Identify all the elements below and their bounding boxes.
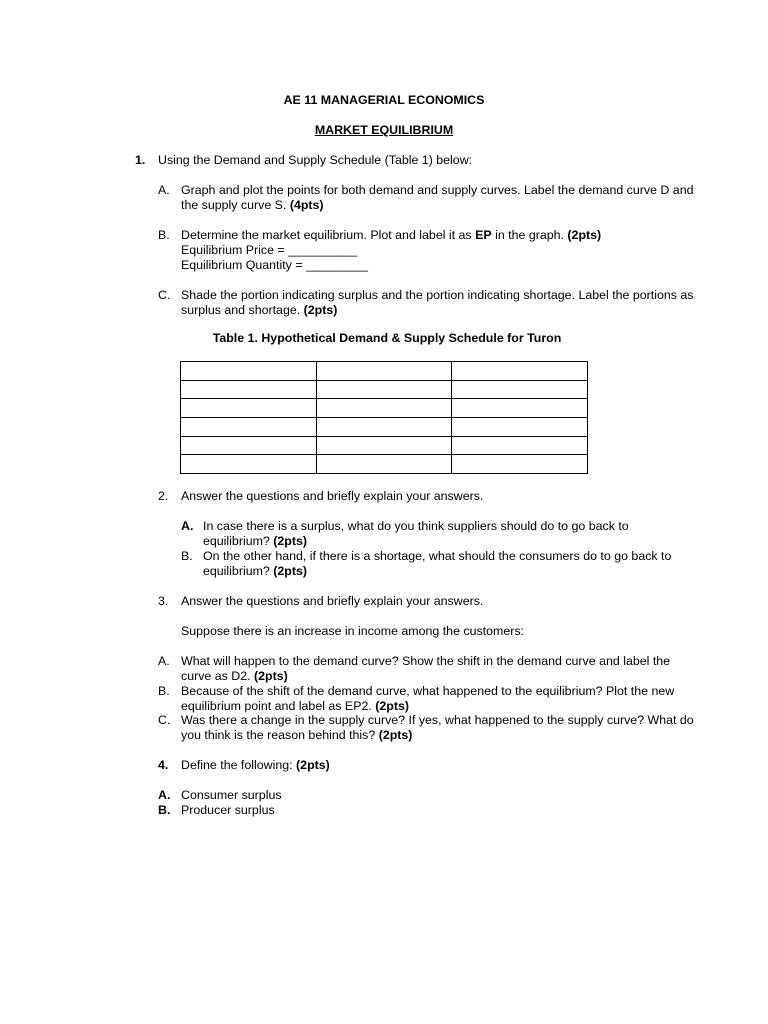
q1b-line1: Determine the market equilibrium. Plot and label it as EP in the graph. (2pts) [181,228,602,242]
q3-prompt: Answer the questions and briefly explain your answers. [181,594,484,608]
q2b-text [203,549,703,579]
table-row [181,380,588,399]
q2b-letter: B. [181,549,193,563]
q1b-letter: B. [158,228,170,242]
q3b-line2: equilibrium point and label as EP2. (2pts) [181,699,409,713]
q4a-text: Consumer surplus [181,788,282,802]
table-cell [181,417,317,436]
table-cell [181,455,317,474]
q3b-letter: B. [158,684,170,698]
q3c-line2: you think is the reason behind this? (2pts) [181,728,413,742]
q2b-line1: On the other hand, if there is a shortage, what should the consumers do to go back to [203,549,672,563]
q1c-line2: surplus and shortage. (2pts) [181,303,338,317]
q1a-points: (4pts) [289,198,324,212]
q2a-letter: A. [181,519,194,533]
table-cell [452,417,588,436]
topic-title: MARKET EQUILIBRIUM [314,123,454,137]
table-cell [181,380,317,399]
q1-prompt: Using the Demand and Supply Schedule (Table 1) below: [158,153,473,167]
q3a-line1: What will happen to the demand curve? Show the shift in the demand curve and label the [181,654,671,668]
table-row [181,362,588,381]
q1b-equilibrium-quantity: Equilibrium Quantity = _________ [181,258,369,272]
q4b-letter: B. [158,803,171,817]
table-row [181,417,588,436]
q4-prompt: Define the following: (2pts) [181,758,330,772]
table-cell [316,436,452,455]
course-title: AE 11 MANAGERIAL ECONOMICS [283,93,485,107]
q3a-letter: A. [158,654,170,668]
table-cell [181,436,317,455]
table-cell [181,362,317,381]
table-cell [452,362,588,381]
q3b-points: (2pts) [375,699,409,713]
q1a-letter: A. [158,183,170,197]
table-cell [181,399,317,418]
q3c-line1: Was there a change in the supply curve? If yes, what happened to the supply curve? What do [181,713,694,727]
q2a-points: (2pts) [273,534,307,548]
q4-number: 4. [158,758,169,772]
q1c-points: (2pts) [303,303,338,317]
q3-number: 3. [158,594,169,608]
table-cell [316,399,452,418]
q2-number: 2. [158,489,169,503]
q4b-text: Producer surplus [181,803,275,817]
q3b-text [181,684,711,714]
q2a-line2: equilibrium? (2pts) [203,534,307,548]
q2-prompt: Answer the questions and briefly explain your answers. [181,489,484,503]
q3c-letter: C. [158,713,171,727]
table-cell [452,399,588,418]
table-cell [316,455,452,474]
q1c-text [181,288,711,318]
q1a-text [181,183,711,213]
q1b-text [181,228,711,273]
q2b-line2: equilibrium? (2pts) [203,564,307,578]
table-cell [316,362,452,381]
q1a-line2: the supply curve S. (4pts) [181,198,324,212]
q3a-line2: curve as D2. (2pts) [181,669,288,683]
q4a-letter: A. [158,788,171,802]
q3c-text [181,713,711,743]
table-row [181,399,588,418]
q1b-equilibrium-price: Equilibrium Price = __________ [181,243,357,257]
q1b-points: (2pts) [567,228,602,242]
q3b-line1: Because of the shift of the demand curve, what happened to the equilibrium? Plot the new [181,684,675,698]
q3-scenario: Suppose there is an increase in income among the customers: [181,624,524,638]
table-cell [452,455,588,474]
q1c-line1: Shade the portion indicating surplus and the portion indicating shortage. Label the portions as [181,288,694,302]
q1-number: 1. [135,153,146,167]
q2b-points: (2pts) [273,564,307,578]
table-caption: Table 1. Hypothetical Demand & Supply Schedule for Turon [212,331,562,345]
q1c-letter: C. [158,288,171,302]
q2a-text [203,519,703,549]
table-cell [452,380,588,399]
q3a-text [181,654,711,684]
q1a-line1: Graph and plot the points for both demand and supply curves. Label the demand curve D and [181,183,694,197]
table-row [181,436,588,455]
q4-points: (2pts) [296,758,330,772]
q3a-points: (2pts) [254,669,288,683]
table-cell [452,436,588,455]
q3c-points: (2pts) [378,728,413,742]
table-cell [316,380,452,399]
q1b-ep: EP [475,228,492,242]
table-cell [316,417,452,436]
q2a-line1: In case there is a surplus, what do you think suppliers should do to go back to [203,519,629,533]
demand-supply-table [180,361,588,474]
table-row [181,455,588,474]
